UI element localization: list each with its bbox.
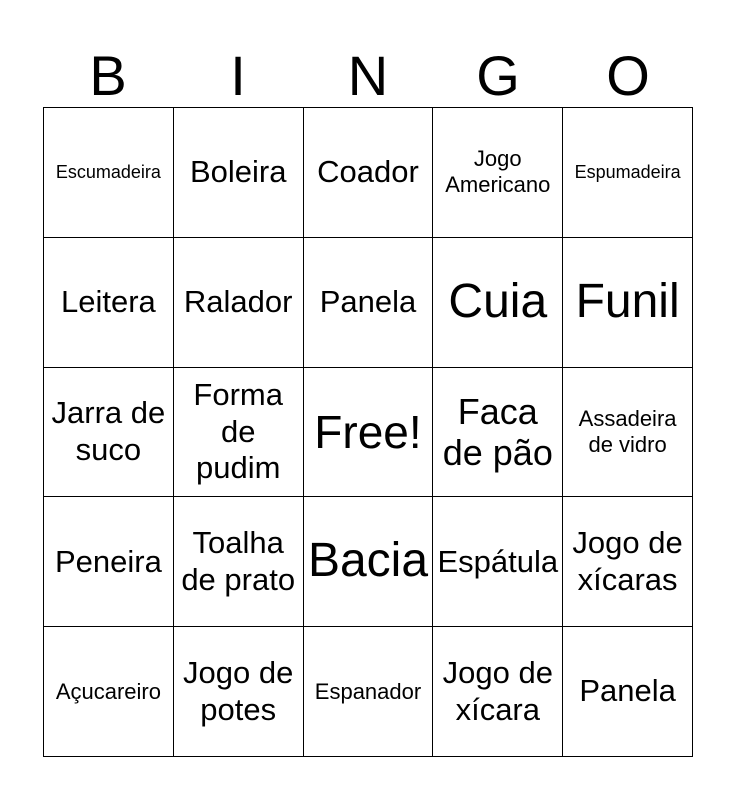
- bingo-cell-r2c3[interactable]: Panela: [304, 238, 434, 368]
- bingo-cell-r1c4[interactable]: Jogo Americano: [433, 108, 563, 238]
- header-letter-o: O: [606, 44, 650, 107]
- bingo-cell-r1c1[interactable]: Escumadeira: [44, 108, 174, 238]
- bingo-cell-r2c5[interactable]: Funil: [563, 238, 693, 368]
- bingo-cell-r2c2[interactable]: Ralador: [174, 238, 304, 368]
- bingo-cell-r3c5[interactable]: Assadeira de vidro: [563, 368, 693, 498]
- bingo-cell-r5c4[interactable]: Jogo de xícara: [433, 627, 563, 757]
- header-letter-n: N: [347, 44, 389, 107]
- bingo-cell-r5c1[interactable]: Açucareiro: [44, 627, 174, 757]
- bingo-cell-r1c3[interactable]: Coador: [304, 108, 434, 238]
- header-letter-g: G: [476, 44, 520, 107]
- bingo-cell-r4c3[interactable]: Bacia: [304, 497, 434, 627]
- bingo-cell-r3c1[interactable]: Jarra de suco: [44, 368, 174, 498]
- bingo-cell-r2c4[interactable]: Cuia: [433, 238, 563, 368]
- bingo-cell-r5c3[interactable]: Espanador: [304, 627, 434, 757]
- bingo-cell-r5c2[interactable]: Jogo de potes: [174, 627, 304, 757]
- bingo-cell-r2c1[interactable]: Leitera: [44, 238, 174, 368]
- bingo-cell-free[interactable]: Free!: [304, 368, 434, 498]
- bingo-cell-r1c2[interactable]: Boleira: [174, 108, 304, 238]
- bingo-cell-r3c2[interactable]: Forma de pudim: [174, 368, 304, 498]
- bingo-cell-r1c5[interactable]: Espumadeira: [563, 108, 693, 238]
- bingo-cell-r4c2[interactable]: Toalha de prato: [174, 497, 304, 627]
- bingo-cell-r4c1[interactable]: Peneira: [44, 497, 174, 627]
- bingo-cell-r4c5[interactable]: Jogo de xícaras: [563, 497, 693, 627]
- bingo-cell-r3c4[interactable]: Faca de pão: [433, 368, 563, 498]
- bingo-grid: [43, 107, 693, 757]
- header-letter-i: I: [230, 44, 246, 107]
- bingo-cell-r5c5[interactable]: Panela: [563, 627, 693, 757]
- header-letter-b: B: [89, 44, 127, 107]
- bingo-header: [43, 44, 693, 108]
- bingo-cell-r4c4[interactable]: Espátula: [433, 497, 563, 627]
